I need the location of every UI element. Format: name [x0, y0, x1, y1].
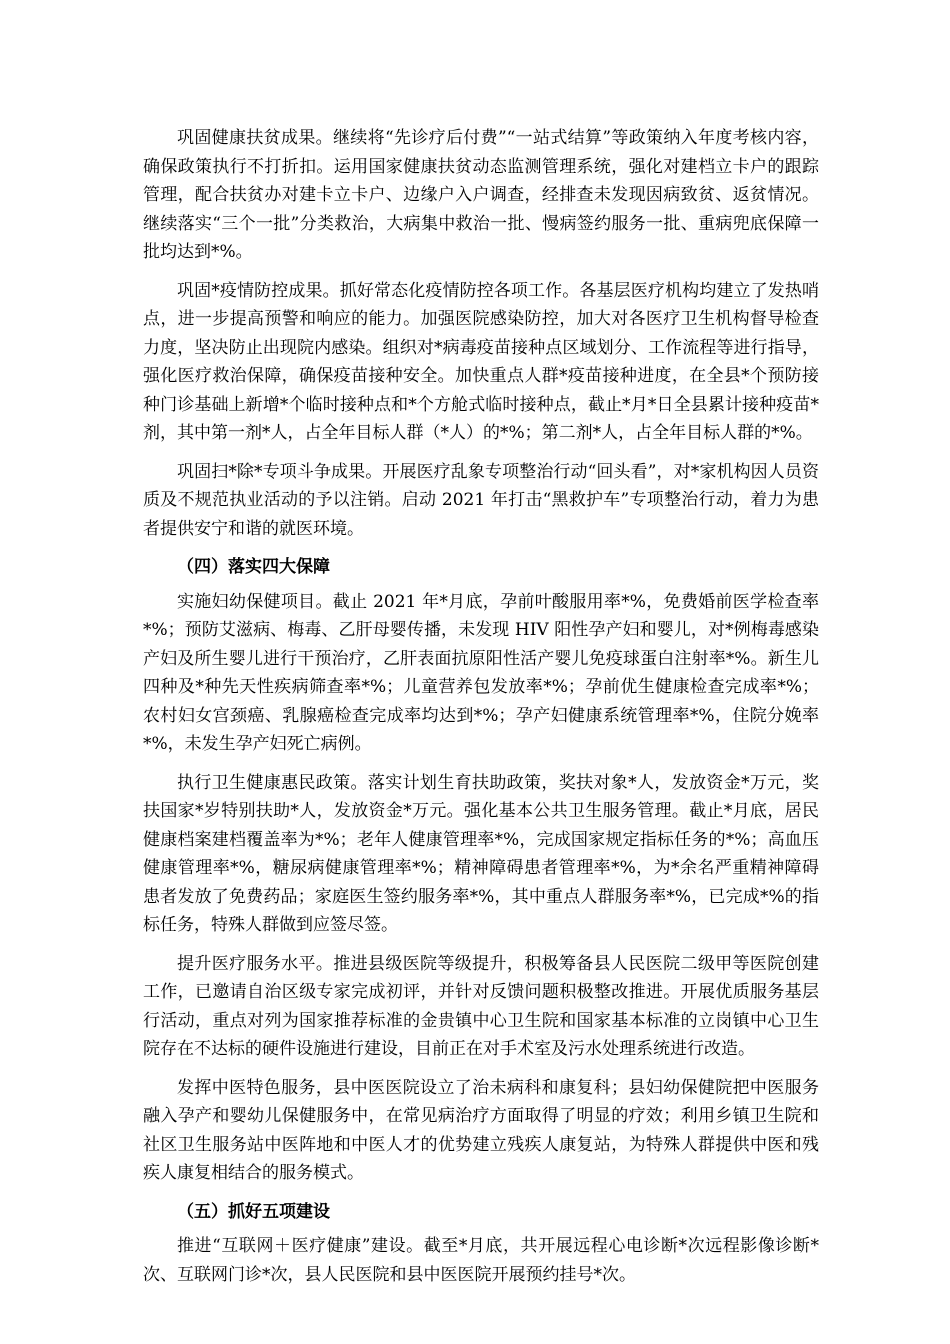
- paragraph-medical-service: 提升医疗服务水平。推进县级医院等级提升，积极筹备县人民医院二级甲等医院创建工作，已邀请自治区级专家完成初评，并针对反馈问题积极整改推进。开展优质服务基层行活动，重点对列为国家推荐标准的金贵镇中心卫生院和国家基本标准的立岗镇中心卫生院存在不达标的硬件设施进行建设，目前正在对手术室及污水处理系统进行改造。: [143, 953, 819, 1059]
- paragraph-anti-crime: 巩固扫*除*专项斗争成果。开展医疗乱象专项整治行动“回头看”，对*家机构因人员资质及不规范执业活动的予以注销。启动 2021 年打击“黑救护车”专项整治行动，着力为患者提供安宁和谐的就医环境。: [143, 461, 819, 539]
- paragraph-tcm-service: 发挥中医特色服务，县中医医院设立了治未病科和康复科；县妇幼保健院把中医服务融入孕产和婴幼儿保健服务中，在常见病治疗方面取得了明显的疗效；利用乡镇卫生院和社区卫生服务站中医阵地和中医人才的优势建立残疾人康复站，为特殊人群提供中医和残疾人康复相结合的服务模式。: [143, 1077, 819, 1183]
- section-heading-four: （四）落实四大保障: [177, 557, 330, 577]
- document-page: [143, 124, 819, 1299]
- section-heading-five: （五）抓好五项建设: [177, 1201, 330, 1222]
- paragraph-health-poverty: 巩固健康扶贫成果。继续将“先诊疗后付费”“一站式结算”等政策纳入年度考核内容，确保政策执行不打折扣。运用国家健康扶贫动态监测管理系统，强化对建档立卡户的跟踪管理，配合扶贫办对建卡立卡户、边缘户入户调查，经排查未发现因病致贫、返贫情况。继续落实“三个一批”分类救治，大病集中救治一批、慢病签约服务一批、重病兜底保障一批均达到*%。: [143, 128, 819, 262]
- paragraph-maternal-child: 实施妇幼保健项目。截止 2021 年*月底，孕前叶酸服用率*%，免费婚前医学检查率*%；预防艾滋病、梅毒、乙肝母婴传播，未发现 HIV 阳性孕产妇和婴儿，对*例梅毒感染产妇及所生婴儿进行干预治疗，乙肝表面抗原阳性活产婴儿免疫球蛋白注射率*%。新生儿四种及*种先天性疾病筛查率*%；儿童营养包发放率*%；孕前优生健康检查完成率*%；农村妇女宫颈癌、乳腺癌检查完成率均达到*%；孕产妇健康系统管理率*%，住院分娩率 *%，未发生孕产妇死亡病例。: [143, 591, 819, 754]
- paragraph-epidemic-control: 巩固*疫情防控成果。抓好常态化疫情防控各项工作。各基层医疗机构均建立了发热哨点，进一步提高预警和响应的能力。加强医院感染防控，加大对各医疗卫生机构督导检查力度，坚决防止出现院内感染。组织对*病毒疫苗接种点区域划分、工作流程等进行指导，强化医疗救治保障，确保疫苗接种安全。加快重点人群*疫苗接种进度，在全县*个预防接种门诊基础上新增*个临时接种点和*个方舱式临时接种点，截止*月*日全县累计接种疫苗*剂，其中第一剂*人，占全年目标人群（*人）的*%；第二剂*人，占全年目标人群的*%。: [143, 280, 819, 443]
- paragraph-internet-health: 推进“互联网＋医疗健康”建设。截至*月底，共开展远程心电诊断*次远程影像诊断*次、互联网门诊*次，县人民医院和县中医医院开展预约挂号*次。: [143, 1236, 819, 1285]
- paragraph-health-policy: 执行卫生健康惠民政策。落实计划生育扶助政策，奖扶对象*人，发放资金*万元，奖扶国家*岁特别扶助*人，发放资金*万元。强化基本公共卫生服务管理。截止*月底，居民健康档案建档覆盖率为*%；老年人健康管理率*%，完成国家规定指标任务的*%；高血压健康管理率*%，糖尿病健康管理率*%；精神障碍患者管理率*%，为*余名严重精神障碍患者发放了免费药品；家庭医生签约服务率*%，其中重点人群服务率*%，已完成*%的指标任务，特殊人群做到应签尽签。: [143, 772, 819, 935]
